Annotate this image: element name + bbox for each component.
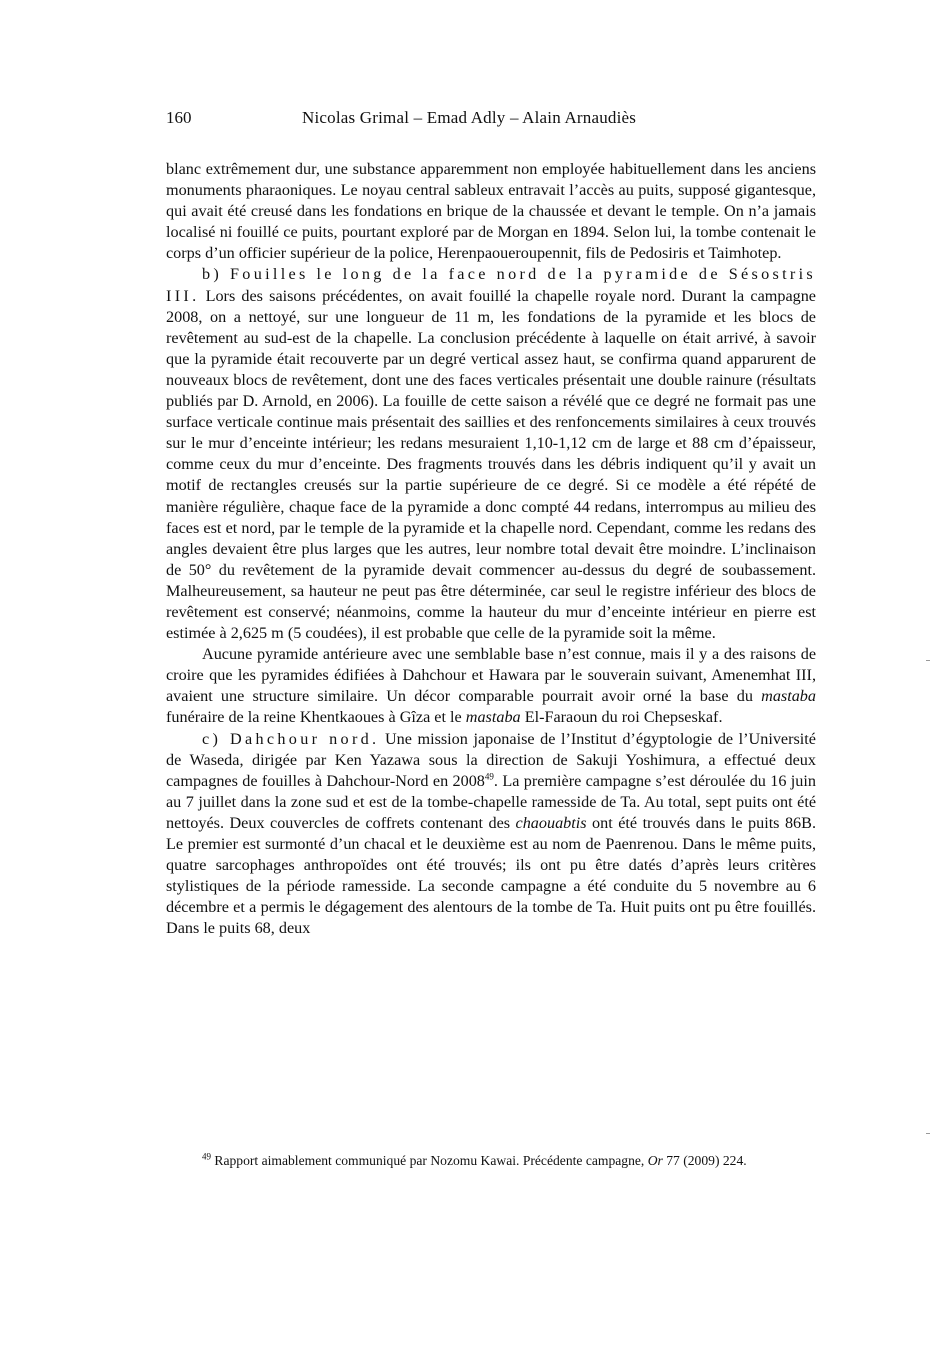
italic-term: chaouabtis bbox=[515, 813, 587, 832]
page-number: 160 bbox=[166, 108, 192, 127]
paragraph-1 bbox=[166, 159, 816, 264]
body-text bbox=[166, 159, 816, 939]
paragraph-text: blanc extrêmement dur, une substance apparemment non employée habituellement dans les anciens monuments pharaoniques. Le noyau central sableux entravait l’accès au puits, supposé gigantesque, qui avait été creusé dans les fondations en brique de la chaussée et devant le temple. On n’a jamais localisé ni fouillé ce puits, pourtant exploré par de Morgan en 1894. Selon lui, la tombe contenait le corps d’un officier supérieur de la police, Herenpaoueroupennit, fils de Pedosiris et Taimhotep. bbox=[166, 160, 816, 263]
paragraph-text: Une mission japonaise de l’Institut d’égyptologie de l’Université de Waseda, dirigée par Ken Yazawa sous la direction de Sakuji Yoshimura, a effectué deux campagnes de fouilles à Dahchour-Nord en 2008 bbox=[166, 729, 816, 790]
italic-term: mastaba bbox=[761, 687, 816, 706]
paragraph-text: . La première campagne s’est déroulée du 16 juin au 7 juillet dans la zone sud et est de la tombe-chapelle ramesside de Ta. Au total, sept puits ont été nettoyés. Deux couvercles de coffrets contenant des bbox=[166, 771, 816, 832]
paragraph-3 bbox=[166, 644, 816, 728]
scan-margin-mark bbox=[926, 1133, 930, 1134]
section-heading-b: b) Fouilles le long de la face nord de la pyramide de Sésostris III. bbox=[166, 265, 816, 305]
footnote-number: 49 bbox=[202, 1151, 211, 1162]
journal-abbreviation: Or bbox=[647, 1153, 663, 1168]
paragraph-text: ont été trouvés dans le puits 86B. Le premier est surmonté d’un chacal et le deuxième est au nom de Paenrenou. Dans le même puits, quatre sarcophages anthropoïdes ont été trouvés; ils ont pu être datés d’après leurs critères stylistiques de la période ramesside. La seconde campagne a été conduite du 5 novembre au 6 décembre et a permis le dégagement des alentours de la tombe de Ta. Huit puits ont pu être fouillés. Dans le puits 68, deux bbox=[166, 813, 816, 938]
paragraph-text: El-Faraoun du roi Chepseskaf. bbox=[520, 708, 723, 727]
paragraph-4 bbox=[166, 729, 816, 940]
page-header bbox=[166, 108, 816, 132]
footnote-49 bbox=[166, 1153, 816, 1169]
paragraph-text: Aucune pyramide antérieure avec une semblable base n’est connue, mais il y a des raisons de croire que les pyramides édifiées à Dahchour et Hawara par le souverain suivant, Amenemhat III, avaient une structure similaire. Un décor comparable pourrait avoir orné la base du bbox=[166, 645, 816, 706]
paragraph-2 bbox=[166, 264, 816, 644]
paragraph-text: funéraire de la reine Khentkaoues à Gîza et le bbox=[166, 708, 466, 727]
italic-term: mastaba bbox=[465, 708, 521, 727]
footnote-reference[interactable]: 49 bbox=[484, 771, 494, 782]
footnote-text: 77 (2009) 224. bbox=[662, 1153, 747, 1168]
paragraph-text: Lors des saisons précédentes, on avait fouillé la chapelle royale nord. Durant la campagne 2008, on a nettoyé, sur une longueur de 11 m, les fondations de la pyramide et les blocs de revêtement au sud-est de la chapelle. La conclusion précédente à laquelle on était arrivé, à savoir que la pyramide était recouverte par un degré vertical assez haut, se confirma quand apparurent de nouveaux blocs de revêtement, dont une des faces verticales présentait une double rainure (résultats publiés par D. Arnold, en 2006). La fouille de cette saison a révélé que ce degré ne formait pas une surface verticale continue mais présentait des saillies et des renfoncements similaires à ceux trouvés sur le mur d’enceinte intérieur; les redans mesuraient 1,10-1,12 cm de large et 88 cm d’épaisseur, comme ceux du mur d’enceinte. Des fragments trouvés dans les débris indiquent qu’il y avait un motif de rectangles creusés sur la partie supérieure de ce degré. Si ce modèle a été répété de manière régulière, chaque face de la pyramide a donc compté 44 redans, interrompus au milieu des faces est et nord, par le temple de la pyramide et la chapelle nord. Cependant, comme les redans des angles devaient être plus larges que les autres, leur nombre total devait être moindre. L’inclinaison de 50° du revêtement de la pyramide devait commencer au-dessus du degré de soubassement. Malheureusement, sa hauteur ne peut pas être déterminée, car seul le registre inférieur des blocs de revêtement est conservé; néanmoins, comme la hauteur du mur d’enceinte intérieur en pierre est estimée à 2,625 m (5 coudées), il est probable que celle de la pyramide soit la même. bbox=[166, 286, 816, 643]
running-head-authors: Nicolas Grimal – Emad Adly – Alain Arnaudiès bbox=[302, 108, 637, 127]
footnote-text: Rapport aimablement communiqué par Nozomu Kawai. Précédente campagne, bbox=[211, 1153, 648, 1168]
scan-margin-mark bbox=[926, 660, 930, 661]
footnote bbox=[166, 1153, 816, 1169]
section-heading-c: c) Dahchour nord. bbox=[202, 729, 380, 748]
